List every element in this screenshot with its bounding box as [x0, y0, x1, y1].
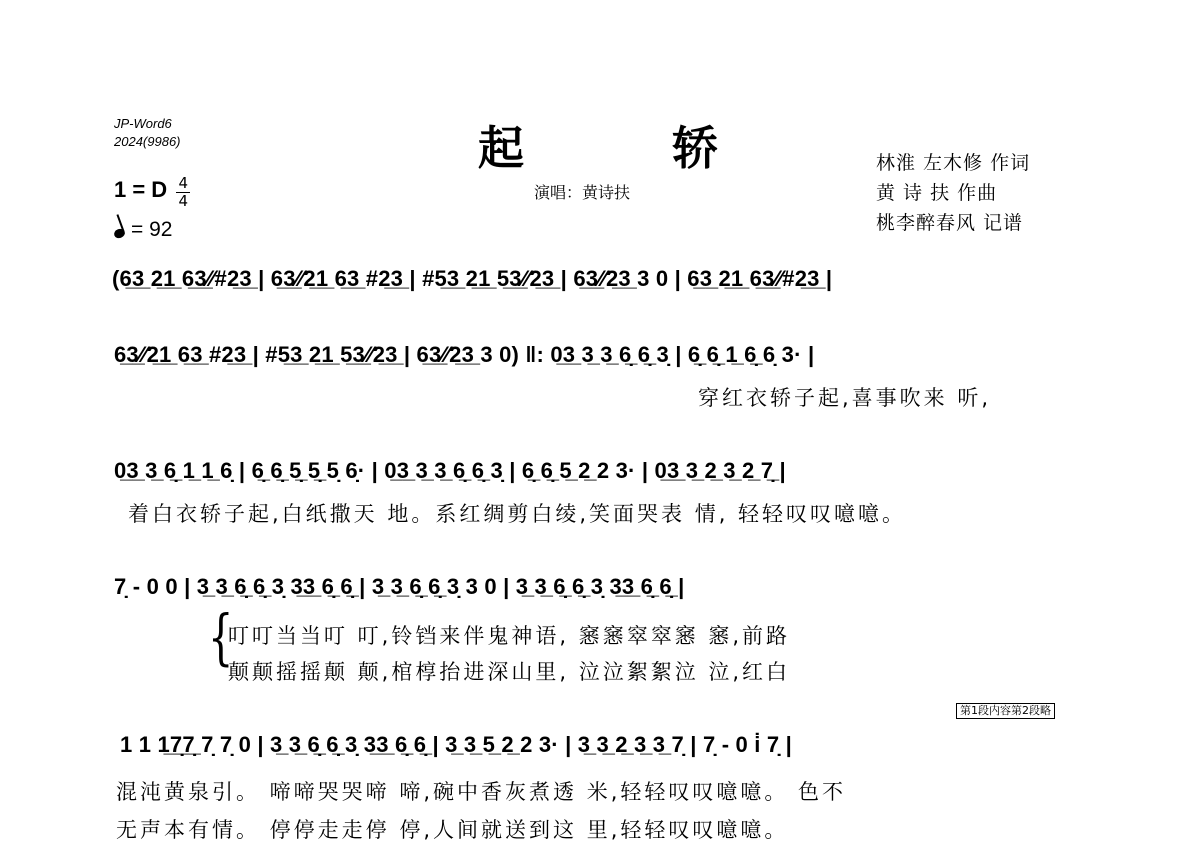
key-signature — [114, 176, 190, 209]
key-label: 1 = D — [114, 177, 168, 202]
lyric-row-2: 穿红衣轿子起,喜事吹来 听, — [698, 386, 992, 410]
score-row-3: 0̲3̲ 3̲ 6̣̲ 1̲ 1̲ 6̣ | 6̣̲ 6̣̲ 5̣̲ 5̣̲ 5̣ 6̣· | 0̲3̲ 3̲ 3̲ 6̣̲ 6̣̲ 3̣ | 6̣̲ 6̣̲ 5̲ 2̲ 2 3· | 0̲3̲ 3̲ 2̲ 3̲ 2̲ 7̣̲ | — [114, 458, 786, 483]
quarter-note-icon — [113, 227, 126, 239]
lyric-row-3: 着白衣轿子起,白纸撒天 地。系红绸剪白绫,笑面哭表 情, 轻轻叹叹噫噫。 — [128, 502, 907, 526]
score-row-1: (6̲3̲ 2̲1̲ 6̲3̲⁄⁄#2̲3̲ | 6̲3̲⁄⁄2̲1̲ 6̲3̲ #2̲3̲ | #5̲3̲ 2̲1̲ 5̲3̲⁄⁄2̲3̲ | 6̲3̲⁄⁄2̲3̲ 3 0 | 6̲3̲ 2̲1̲ 6̲3̲⁄⁄#2̲3̲ | — [112, 266, 833, 291]
tempo-mark — [114, 218, 172, 242]
composer-credit: 黄 诗 扶 作曲 — [876, 182, 998, 204]
transcriber-credit: 桃李醉春风 记谱 — [876, 212, 1024, 234]
lyricist-credit: 林淮 左木修 作词 — [876, 152, 1031, 174]
song-title-char2: 轿 — [672, 121, 720, 175]
source-line-2: 2024(9986) — [114, 134, 181, 149]
verse-note-box: 第1段内容第2段略 — [956, 703, 1055, 719]
tempo-value: = 92 — [131, 218, 173, 241]
score-row-5: 1 1 1̲7̣̲7̣̲ 7̣ 7̣ 0 | 3̲ 3̲ 6̣̲ 6̣̲ 3̣ 3̲3̲ 6̣̲ 6̣̲ | 3̲ 3̲ 5̲ 2̲ 2 3· | 3̲ 3̲ 2̲ 3̲ 3̲ 7̣ | 7̣ - 0 i̇ 7̣ | — [120, 732, 793, 757]
song-title-char1: 起 — [478, 121, 526, 175]
verse-brace: { — [208, 603, 234, 673]
score-row-2: 6̲3̲⁄⁄2̲1̲ 6̲3̲ #2̲3̲ | #5̲3̲ 2̲1̲ 5̲3̲⁄⁄2̲3̲ | 6̲3̲⁄⁄2̲3̲ 3 0) ‖: 0̲3̲ 3̲ 3̲ 6̣̲ 6̣̲ 3̣ | 6̣̲ 6̣̲ 1̲ 6̣̲ 6̣ 3· | — [114, 342, 815, 367]
time-top: 4 — [178, 174, 189, 192]
source-line-1: JP-Word6 — [114, 116, 172, 131]
lyric-row-4-verse1: 叮叮当当叮 叮,铃铛来伴鬼神语, 窸窸窣窣窸 窸,前路 — [228, 624, 791, 648]
lyric-row-5-verse2: 无声本有情。 停停走走停 停,人间就送到这 里,轻轻叹叹噫噫。 — [116, 818, 789, 842]
singer-line: 演唱：黄诗扶 — [534, 183, 631, 202]
time-bottom: 4 — [178, 192, 189, 210]
time-signature — [176, 176, 190, 209]
lyric-row-4-verse2: 颠颠摇摇颠 颠,棺椁抬进深山里, 泣泣絮絮泣 泣,红白 — [228, 660, 791, 684]
lyric-row-5-verse1: 混沌黄泉引。 啼啼哭哭啼 啼,碗中香灰煮透 米,轻轻叹叹噫噫。 色不 — [116, 780, 847, 804]
score-row-4: 7̣ - 0 0 | 3̲ 3̲ 6̣̲ 6̣̲ 3̣ 3̲3̲ 6̣̲ 6̣̲ | 3̲ 3̲ 6̣̲ 6̣̲ 3̣ 3 0 | 3̲ 3̲ 6̣̲ 6̣̲ 3̣ 3̲3̲ 6̣̲ 6̣̲ | — [114, 574, 685, 599]
